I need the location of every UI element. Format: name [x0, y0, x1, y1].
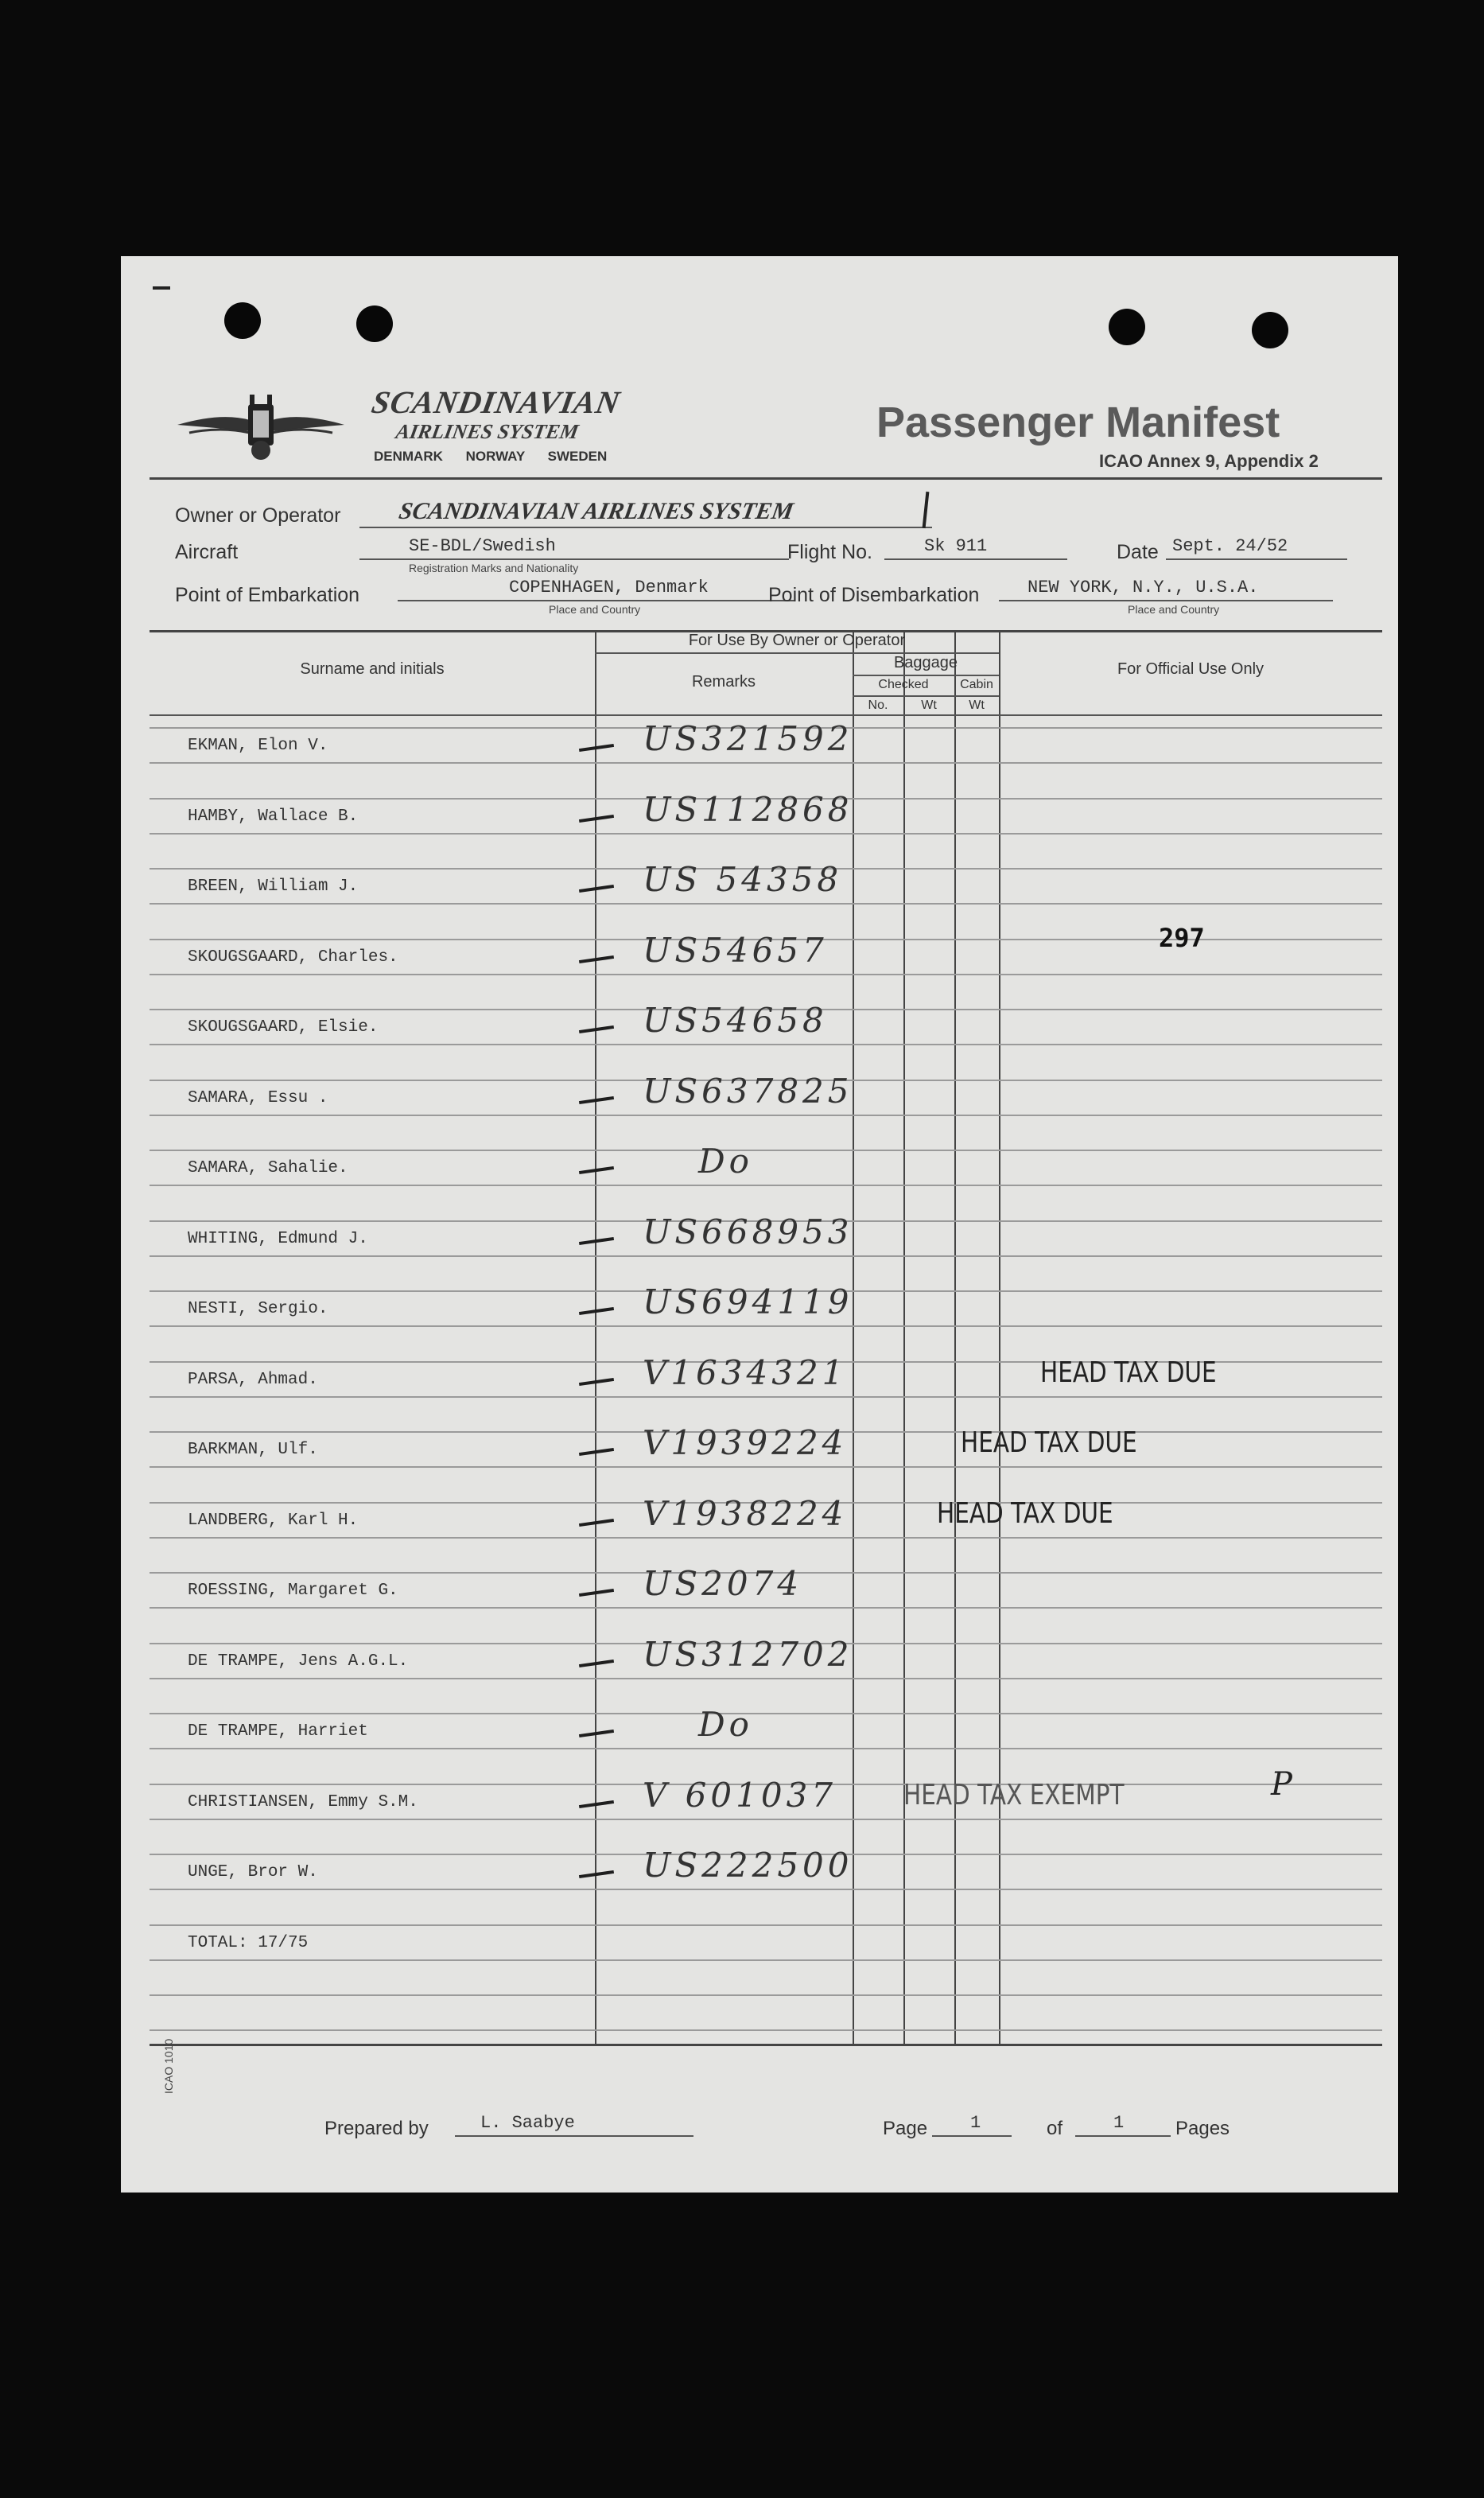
pages-label: Pages	[1175, 2118, 1230, 2139]
airline-logo-icon	[173, 383, 348, 471]
passenger-name: DE TRAMPE, Jens A.G.L.	[188, 1652, 409, 1671]
embarkation-label: Point of Embarkation	[175, 584, 360, 606]
row-rule	[150, 1678, 1382, 1679]
brand-name: SCANDINAVIAN	[369, 384, 624, 420]
col-checked-no: No.	[868, 698, 888, 712]
passenger-name: EKMAN, Elon V.	[188, 737, 328, 755]
column-divider	[595, 630, 596, 2046]
prepared-by-label: Prepared by	[324, 2118, 429, 2139]
brand-subtitle: AIRLINES SYSTEM	[394, 420, 581, 443]
row-rule	[150, 1959, 1382, 1961]
row-rule	[150, 1748, 1382, 1749]
header-rule	[150, 477, 1382, 480]
passenger-name: SKOUGSGAARD, Charles.	[188, 947, 398, 967]
flight-underline	[884, 558, 1067, 560]
row-rule	[150, 833, 1382, 835]
column-divider	[999, 630, 1000, 2046]
column-divider	[853, 630, 854, 2046]
header-subrule	[853, 675, 999, 676]
passenger-name: DE TRAMPE, Harriet	[188, 1722, 368, 1741]
row-rule	[150, 1713, 1382, 1714]
date-underline	[1166, 558, 1347, 560]
passport-remark: US 54358	[643, 860, 843, 899]
official-number: 297	[1159, 923, 1205, 953]
passenger-table	[150, 630, 1382, 2046]
page-label: Page	[883, 2118, 928, 2139]
aircraft-caption: Registration Marks and Nationality	[409, 562, 579, 574]
owner-value: SCANDINAVIAN AIRLINES SYSTEM	[397, 498, 796, 524]
passport-remark: Do	[698, 1142, 753, 1181]
embarkation-caption: Place and Country	[549, 603, 641, 616]
row-rule	[150, 903, 1382, 905]
embarkation-value: COPENHAGEN, Denmark	[509, 578, 709, 597]
flight-value: Sk 911	[924, 536, 988, 556]
row-rule	[150, 1396, 1382, 1398]
column-divider	[903, 630, 905, 2046]
row-rule	[150, 1255, 1382, 1257]
table-frame	[150, 630, 1382, 2046]
col-official: For Official Use Only	[1117, 660, 1265, 678]
passenger-name: LANDBERG, Karl H.	[188, 1511, 359, 1530]
of-underline	[1075, 2135, 1171, 2137]
passport-remark: V1634321	[643, 1352, 848, 1392]
head-tax-stamp: HEAD TAX DUE	[1040, 1356, 1217, 1389]
row-rule	[150, 1819, 1382, 1820]
column-divider	[954, 630, 956, 2046]
col-cabin: Cabin	[960, 678, 993, 691]
passenger-name: NESTI, Sergio.	[188, 1300, 328, 1318]
col-surname: Surname and initials	[300, 660, 445, 678]
passport-remark: V1939224	[643, 1423, 848, 1462]
row-rule	[150, 1607, 1382, 1609]
row-rule	[150, 1150, 1382, 1151]
mark	[153, 286, 170, 290]
document-subtitle: ICAO Annex 9, Appendix 2	[1099, 451, 1319, 471]
col-checked-wt: Wt	[921, 698, 937, 712]
passenger-name: BREEN, William J.	[188, 877, 359, 896]
punch-hole	[1252, 312, 1288, 348]
disembarkation-value: NEW YORK, N.Y., U.S.A.	[1028, 578, 1259, 597]
row-rule	[150, 1537, 1382, 1539]
passport-remark: US54658	[643, 1001, 828, 1040]
passport-remark: US312702	[643, 1634, 853, 1674]
head-tax-stamp: HEAD TAX EXEMPT	[903, 1778, 1125, 1811]
passport-remark: V 601037	[643, 1775, 837, 1815]
of-label: of	[1047, 2118, 1063, 2139]
row-rule	[150, 974, 1382, 975]
official-initial: P	[1271, 1766, 1292, 1803]
row-rule	[150, 1924, 1382, 1926]
passport-remark: US222500	[643, 1846, 853, 1885]
page-underline	[932, 2135, 1012, 2137]
total-count: TOTAL: 17/75	[188, 1933, 309, 1952]
punch-hole	[224, 302, 261, 339]
passenger-name: SAMARA, Sahalie.	[188, 1159, 348, 1177]
col-remarks: Remarks	[691, 673, 756, 691]
owner-underline	[359, 527, 932, 528]
date-label: Date	[1117, 541, 1159, 563]
col-owner-group: For Use By Owner or Operator	[688, 632, 906, 649]
passenger-name: SAMARA, Essu .	[188, 1088, 328, 1107]
aircraft-underline	[359, 558, 789, 560]
passenger-name: CHRISTIANSEN, Emmy S.M.	[188, 1792, 418, 1811]
col-cabin-wt: Wt	[969, 698, 985, 712]
owner-label: Owner or Operator	[175, 504, 341, 527]
disembarkation-caption: Place and Country	[1128, 603, 1220, 616]
manifest-sheet	[121, 256, 1398, 2193]
punch-hole	[1109, 309, 1145, 345]
aircraft-value: SE-BDL/Swedish	[409, 536, 556, 556]
row-rule	[150, 1994, 1382, 1996]
header-subrule	[853, 695, 999, 697]
brand-countries: DENMARK NORWAY SWEDEN	[374, 449, 608, 464]
passport-remark: US321592	[643, 719, 853, 758]
disembarkation-label: Point of Disembarkation	[768, 584, 980, 606]
of-value: 1	[1113, 2113, 1125, 2133]
date-value: Sept. 24/52	[1172, 536, 1288, 556]
passport-remark: US637825	[643, 1071, 853, 1111]
head-tax-stamp: HEAD TAX DUE	[937, 1496, 1113, 1530]
col-baggage: Baggage	[893, 654, 958, 671]
row-rule	[150, 2029, 1382, 2031]
row-rule	[150, 1325, 1382, 1327]
prepared-by-value: L. Saabye	[480, 2113, 575, 2133]
disembarkation-underline	[999, 600, 1333, 601]
document-title: Passenger Manifest	[876, 399, 1280, 446]
embarkation-underline	[398, 600, 795, 601]
passport-remark: US668953	[643, 1212, 853, 1251]
passenger-name: HAMBY, Wallace B.	[188, 807, 359, 826]
row-rule	[150, 1044, 1382, 1045]
passenger-name: SKOUGSGAARD, Elsie.	[188, 1018, 379, 1037]
col-checked: Checked	[878, 678, 929, 691]
header-bottom-rule	[150, 714, 1382, 716]
pen-mark	[923, 492, 930, 528]
row-rule	[150, 1185, 1382, 1186]
passport-remark: US112868	[643, 789, 853, 829]
page-value: 1	[970, 2113, 981, 2133]
aircraft-label: Aircraft	[175, 541, 239, 563]
passenger-name: UNGE, Bror W.	[188, 1863, 318, 1881]
flight-label: Flight No.	[787, 541, 872, 563]
punch-hole	[356, 305, 393, 342]
passenger-name: ROESSING, Margaret G.	[188, 1582, 398, 1600]
row-rule	[150, 1889, 1382, 1890]
passenger-name: PARSA, Ahmad.	[188, 1370, 318, 1389]
prepared-underline	[455, 2135, 693, 2137]
row-rule	[150, 762, 1382, 764]
form-code: ICAO 1010	[162, 2038, 175, 2094]
passenger-name: BARKMAN, Ulf.	[188, 1441, 318, 1459]
passport-remark: Do	[698, 1705, 753, 1744]
passport-remark: US54657	[643, 930, 828, 970]
passport-remark: V1938224	[643, 1493, 848, 1533]
row-rule	[150, 1466, 1382, 1468]
passport-remark: US694119	[643, 1282, 853, 1321]
passport-remark: US2074	[643, 1564, 803, 1603]
passenger-name: WHITING, Edmund J.	[188, 1229, 368, 1248]
head-tax-stamp: HEAD TAX DUE	[961, 1426, 1137, 1459]
row-rule	[150, 1115, 1382, 1116]
